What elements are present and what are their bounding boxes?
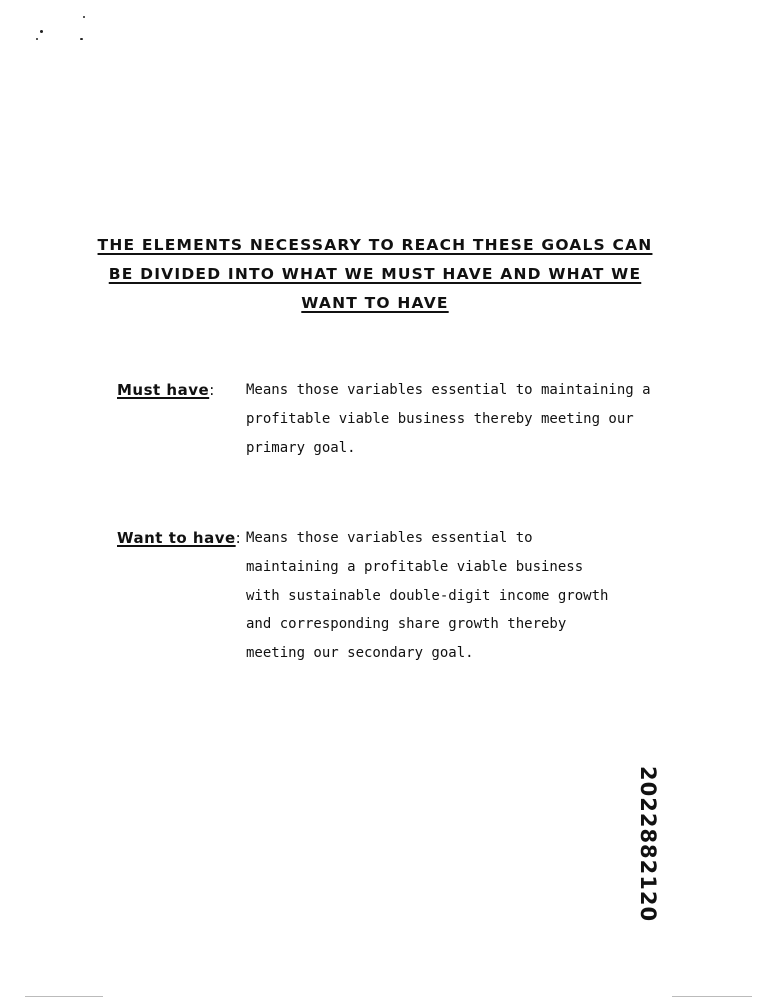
definition-line: meeting our secondary goal. [246, 645, 474, 662]
must-have-definition [246, 376, 651, 462]
want-to-have-term-colon: : [235, 529, 242, 547]
heading-line: WANT TO HAVE [301, 294, 449, 312]
bottom-edge-line [25, 996, 103, 997]
heading-line: THE ELEMENTS NECESSARY TO REACH THESE GOALS CAN [97, 236, 653, 254]
scan-speck [83, 16, 85, 18]
must-have-term-label: Must have [117, 381, 210, 399]
must-have-term-colon: : [209, 381, 215, 399]
definition-line: primary goal. [246, 439, 356, 456]
section-heading [60, 231, 690, 318]
scan-speck [40, 30, 43, 33]
scan-speck [80, 38, 83, 40]
definition-line: Means those variables essential to [246, 530, 533, 546]
definition-line: Means those variables essential to maintaining a [246, 382, 651, 398]
scan-speck [36, 38, 38, 40]
definition-line: maintaining a profitable viable business [246, 558, 584, 575]
want-to-have-term-label: Want to have [117, 529, 236, 547]
heading-line: BE DIVIDED INTO WHAT WE MUST HAVE AND WHAT WE [108, 265, 642, 283]
definition-line: and corresponding share growth thereby [246, 616, 567, 633]
want-to-have-term [117, 529, 241, 547]
bottom-edge-line [672, 996, 752, 997]
document-number-stamp: 2022882120 [636, 766, 660, 923]
want-to-have-definition [246, 524, 608, 668]
definition-line: with sustainable double-digit income growth [246, 587, 609, 604]
definition-line: profitable viable business thereby meeting our [246, 410, 634, 427]
must-have-term [117, 381, 215, 399]
